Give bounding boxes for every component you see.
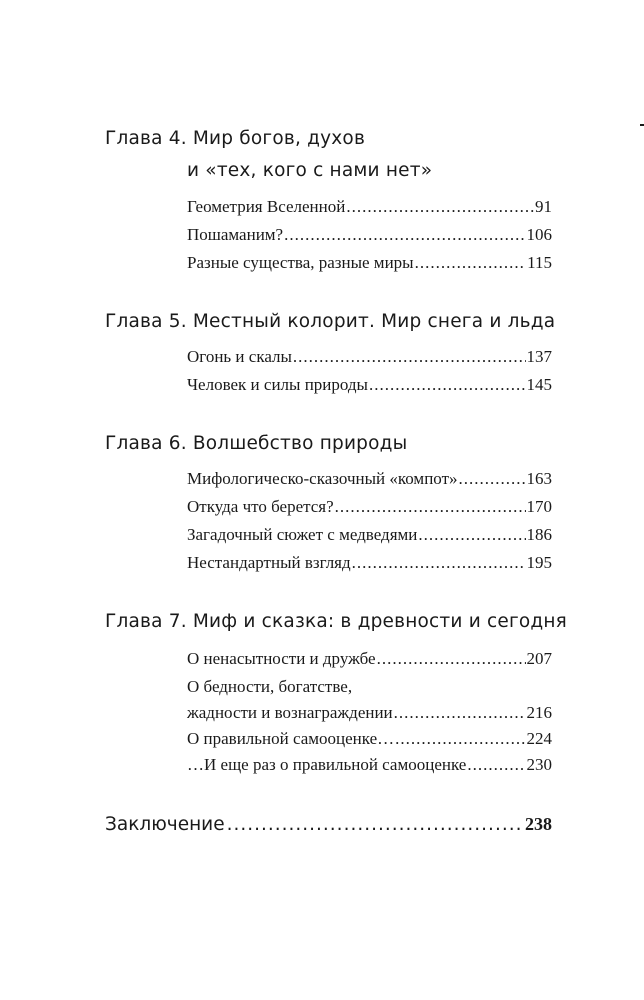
leader-dots: [284, 225, 525, 245]
toc-entry-page: 115: [527, 253, 552, 272]
toc-entry[interactable]: [187, 225, 552, 245]
toc-entry-page: 224: [526, 729, 552, 748]
toc-entry-page: 145: [526, 375, 552, 394]
chapter-5-title: Глава 5. Местный колорит. Мир снега и льда: [105, 311, 556, 332]
toc-entry[interactable]: [187, 197, 552, 217]
toc-entry[interactable]: [187, 729, 552, 749]
toc-entry-title: О правильной самооценке…: [187, 729, 395, 748]
toc-entry-title-line1: О бедности, богатстве,: [187, 677, 353, 696]
toc-entry[interactable]: [187, 703, 552, 723]
toc-entry-title: …И еще раз о правильной самооценке: [187, 755, 467, 774]
toc-entry[interactable]: [187, 553, 552, 573]
toc-entry-title: Мифологическо-сказочный «компот»: [187, 469, 458, 488]
toc-entry-title: Огонь и скалы: [187, 347, 292, 366]
toc-entry[interactable]: [187, 253, 552, 273]
leader-dots: [459, 469, 526, 489]
leader-dots: [352, 553, 526, 573]
chapter-4-title-cont: и «тех, кого с нами нет»: [187, 160, 433, 181]
toc-entry-page: 137: [526, 347, 552, 366]
conclusion-page: 238: [525, 814, 552, 834]
toc-entry-title: Нестандартный взгляд: [187, 553, 351, 572]
toc-entry-title: Человек и силы природы: [187, 375, 368, 394]
toc-entry-title: Откуда что берется?: [187, 497, 334, 516]
toc-entry-page: 207: [526, 649, 552, 668]
toc-entry-page: 170: [526, 497, 552, 516]
chapter-6-title: Глава 6. Волшебство природы: [105, 433, 408, 454]
toc-entry-title: Геометрия Вселенной: [187, 197, 346, 216]
leader-dots: [415, 253, 527, 273]
conclusion-entry[interactable]: [105, 814, 552, 835]
toc-entry[interactable]: [187, 755, 552, 775]
conclusion-title: Заключение: [105, 814, 225, 835]
toc-entry[interactable]: [187, 469, 552, 489]
leader-dots: [227, 814, 523, 835]
chapter-7-title: Глава 7. Миф и сказка: в древности и сегодня: [105, 611, 568, 632]
toc-entry[interactable]: [187, 347, 552, 367]
leader-dots: [346, 197, 534, 217]
toc-entry-page: 91: [535, 197, 552, 216]
toc-entry-page: 106: [526, 225, 552, 244]
toc-entry-title: О ненасытности и дружбе: [187, 649, 376, 668]
leader-dots: [377, 649, 526, 669]
toc-entry-page: 216: [526, 703, 552, 722]
toc-entry-page: 186: [526, 525, 552, 544]
leader-dots: [369, 375, 526, 395]
leader-dots: [293, 347, 526, 367]
page-edge-mark: [640, 124, 644, 126]
toc-entry[interactable]: [187, 497, 552, 517]
leader-dots: [394, 703, 526, 723]
toc-entry-page: 163: [526, 469, 552, 488]
leader-dots: [395, 729, 525, 749]
toc-entry[interactable]: [187, 649, 552, 669]
leader-dots: [467, 755, 525, 775]
toc-entry-title: жадности и вознаграждении: [187, 703, 393, 722]
toc-entry-page: 195: [526, 553, 552, 572]
toc-entry[interactable]: [187, 525, 552, 545]
chapter-4-title: Глава 4. Мир богов, духов: [105, 128, 366, 149]
toc-entry-title: Разные существа, разные миры: [187, 253, 414, 272]
toc-entry-title: Пошаманим?: [187, 225, 284, 244]
toc-entry-page: 230: [526, 755, 552, 774]
toc-entry[interactable]: [187, 375, 552, 395]
toc-entry-title: Загадочный сюжет с медведями: [187, 525, 418, 544]
leader-dots: [418, 525, 525, 545]
leader-dots: [335, 497, 526, 517]
